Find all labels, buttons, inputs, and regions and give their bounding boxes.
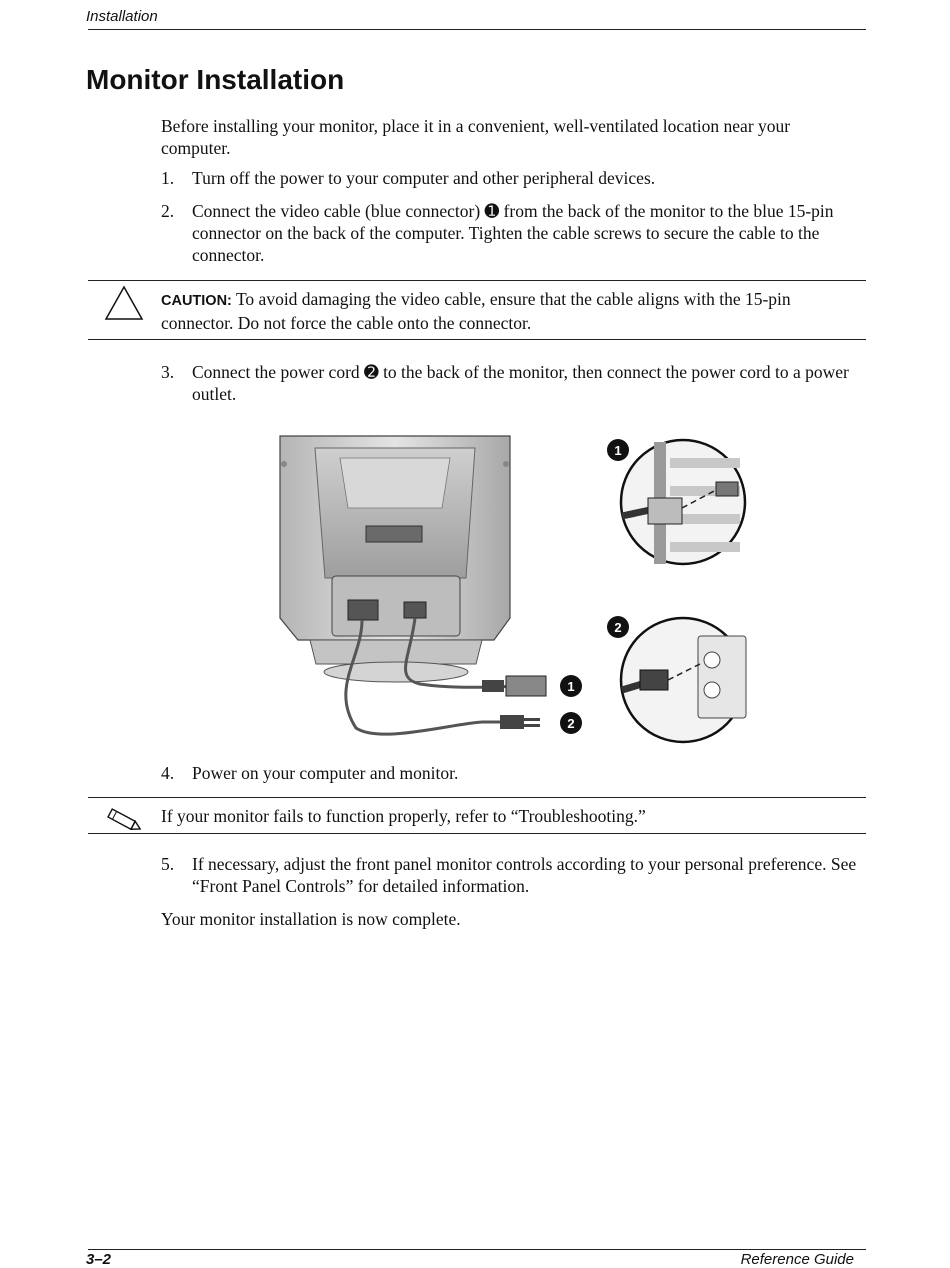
closing-paragraph: Your monitor installation is now complete. [161, 909, 461, 929]
step-4-text: Power on your computer and monitor. [192, 763, 459, 783]
running-head: Installation [86, 8, 158, 25]
callout-1-detail-label: 1 [614, 443, 622, 458]
note-text: If your monitor fails to function properly, refer to “Troubleshooting.” [161, 806, 646, 826]
footer-rule [88, 1249, 866, 1250]
caution-top-rule [88, 280, 866, 281]
step-1-number: 1. [161, 168, 175, 188]
header-rule [88, 29, 866, 30]
video-connector-detail [621, 440, 745, 564]
step-2-text: Connect the video cable (blue connector) ➊ from the back of the monitor to the blue 15-pin connector on the back of the computer. Tighten the cable screws to secure the cable to the connector. [192, 201, 834, 265]
power-outlet-detail [621, 618, 746, 742]
caution-icon [104, 285, 144, 321]
step-1-text: Turn off the power to your computer and other peripheral devices. [192, 168, 656, 188]
step-4-number: 4. [161, 763, 175, 783]
step-3-text: Connect the power cord ➋ to the back of the monitor, then connect the power cord to a power outlet. [192, 362, 849, 404]
pencil-note-icon [104, 806, 144, 836]
step-2-number: 2. [161, 201, 175, 221]
step-5-text: If necessary, adjust the front panel monitor controls according to your personal preference. See “Front Panel Controls” for detailed information. [192, 854, 857, 896]
page-number: 3–2 [86, 1251, 112, 1268]
note-bottom-rule [88, 833, 866, 834]
intro-paragraph: Before installing your monitor, place it in a convenient, well-ventilated location near your computer. [161, 116, 791, 158]
caution-text: To avoid damaging the video cable, ensure that the cable aligns with the 15-pin connector. Do not force the cable onto the connector. [161, 289, 791, 333]
caution-bottom-rule [88, 339, 866, 340]
monitor-back-illustration [280, 436, 510, 682]
page-title: Monitor Installation [86, 64, 345, 95]
note-top-rule [88, 797, 866, 798]
caution-label: CAUTION: [161, 293, 232, 309]
footer-doc-title: Reference Guide [740, 1251, 854, 1268]
step-3-number: 3. [161, 362, 175, 382]
step-5-number: 5. [161, 854, 175, 874]
callout-1-label: 1 [567, 679, 575, 694]
callout-2-label: 2 [567, 716, 575, 731]
caution-block [161, 288, 801, 334]
installation-figure [270, 428, 770, 748]
callout-2-detail-label: 2 [614, 620, 622, 635]
